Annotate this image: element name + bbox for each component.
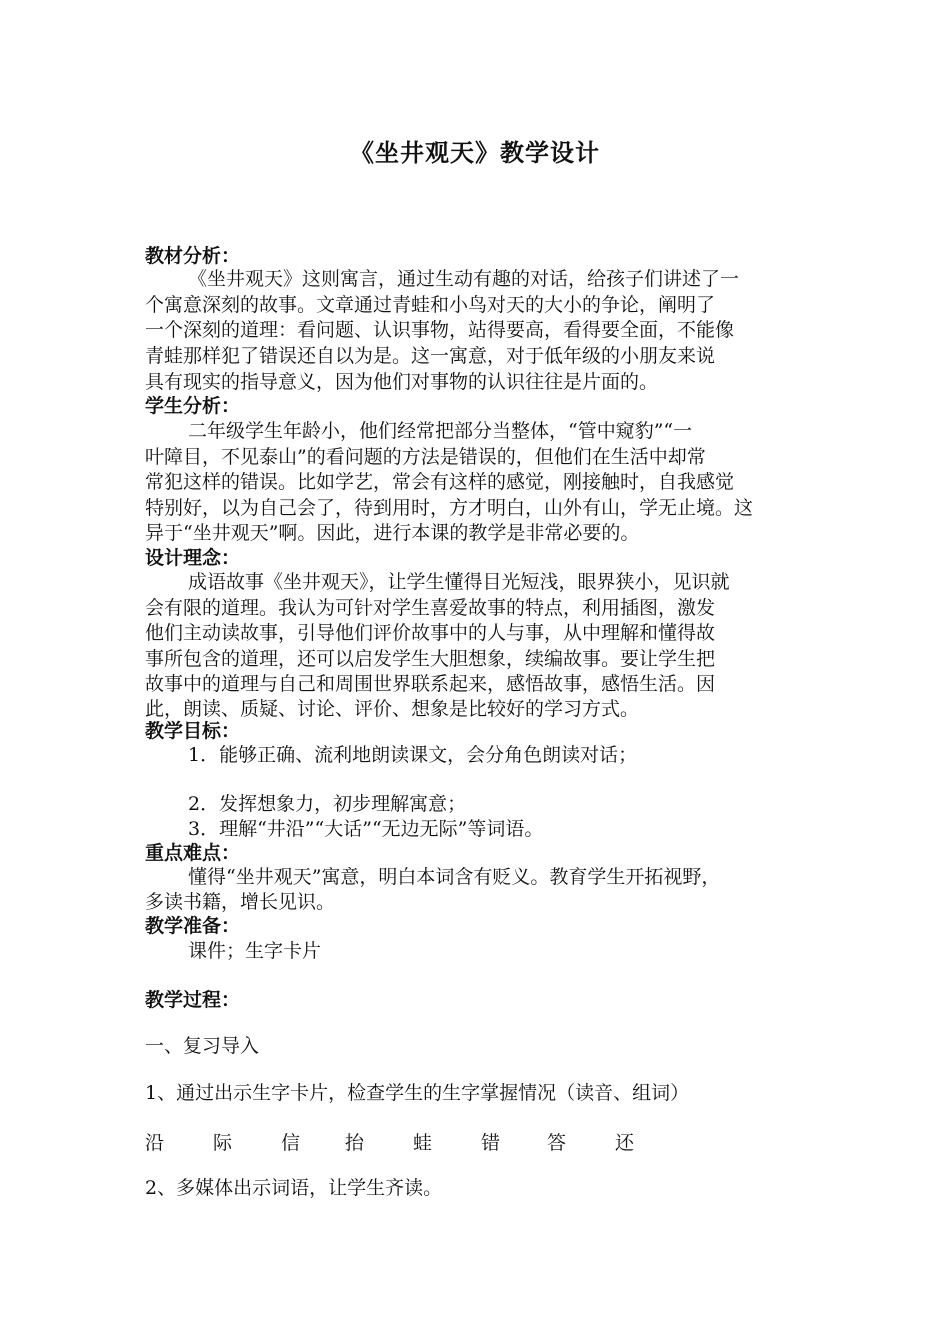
paragraph-line: 事所包含的道理，还可以启发学生大胆想象，续编故事。要让学生把 (145, 648, 716, 670)
section-heading-linian: 设计理念： (145, 547, 241, 569)
goal-item: 2．发挥想象力，初步理解寓意； (188, 793, 467, 815)
section-heading-mubiao: 教学目标： (145, 720, 241, 742)
character-list (145, 1128, 705, 1154)
paragraph-line: 个寓意深刻的故事。文章通过青蛙和小鸟对天的大小的争论，阐明了 (145, 294, 716, 316)
paragraph-line: 会有限的道理。我认为可针对学生喜爱故事的特点，利用插图，激发 (145, 597, 716, 619)
paragraph-line: 懂得“坐井观天”寓意，明白本词含有贬义。教育学生开拓视野， (188, 866, 721, 888)
process-item: 2、多媒体出示词语，让学生齐读。 (145, 1177, 443, 1199)
paragraph-line: 《坐井观天》这则寓言，通过生动有趣的对话，给孩子们讲述了一 (188, 268, 740, 290)
paragraph-line: 二年级学生年龄小，他们经常把部分当整体，“管中窥豹”“一 (188, 420, 693, 442)
character-item: 还 (615, 1132, 635, 1154)
paragraph-line: 课件；生字卡片 (188, 940, 322, 962)
character-item: 际 (213, 1132, 233, 1154)
goal-item: 3．理解“井沿”“大话”“无边无际”等词语。 (188, 818, 544, 840)
section-heading-zhunbei: 教学准备： (145, 915, 241, 937)
section-heading-xuesheng: 学生分析： (145, 395, 241, 417)
character-item: 信 (281, 1132, 301, 1154)
process-step: 一、复习导入 (145, 1035, 260, 1057)
process-item: 1、通过出示生字卡片，检查学生的生字掌握情况（读音、组词） (145, 1082, 690, 1104)
paragraph-line: 具有现实的指导意义，因为他们对事物的认识往往是片面的。 (145, 371, 659, 393)
section-heading-jiaocai: 教材分析： (145, 245, 241, 267)
character-item: 沿 (145, 1132, 165, 1154)
page-title: 《坐井观天》教学设计 (350, 139, 600, 167)
paragraph-line: 叶障目，不见泰山”的看问题的方法是错误的，但他们在生活中却常 (145, 446, 706, 468)
character-item: 抬 (345, 1132, 365, 1154)
paragraph-line: 特别好，以为自己会了，待到用时，方才明白，山外有山，学无止境。这 (145, 497, 754, 519)
character-item: 错 (481, 1132, 501, 1154)
paragraph-line: 他们主动读故事，引导他们评价故事中的人与事，从中理解和懂得故 (145, 622, 716, 644)
character-item: 蛙 (413, 1132, 433, 1154)
paragraph-line: 成语故事《坐井观天》，让学生懂得目光短浅，眼界狭小，见识就 (188, 571, 730, 593)
character-item: 答 (547, 1132, 567, 1154)
paragraph-line: 故事中的道理与自己和周围世界联系起来，感悟故事，感悟生活。因 (145, 673, 716, 695)
paragraph-line: 一个深刻的道理：看问题、认识事物，站得要高，看得要全面，不能像 (145, 319, 735, 341)
paragraph-line: 此，朗读、质疑、讨论、评价、想象是比较好的学习方式。 (145, 698, 640, 720)
paragraph-line: 异于“坐井观天”啊。因此，进行本课的教学是非常必要的。 (145, 522, 640, 544)
section-heading-zhongdian: 重点难点： (145, 842, 241, 864)
paragraph-line: 多读书籍，增长见识。 (145, 891, 336, 913)
section-heading-guocheng: 教学过程： (145, 989, 241, 1011)
goal-item: 1．能够正确、流利地朗读课文，会分角色朗读对话； (188, 744, 638, 766)
paragraph-line: 常犯这样的错误。比如学艺，常会有这样的感觉，刚接触时，自我感觉 (145, 471, 735, 493)
paragraph-line: 青蛙那样犯了错误还自以为是。这一寓意，对于低年级的小朋友来说 (145, 345, 716, 367)
